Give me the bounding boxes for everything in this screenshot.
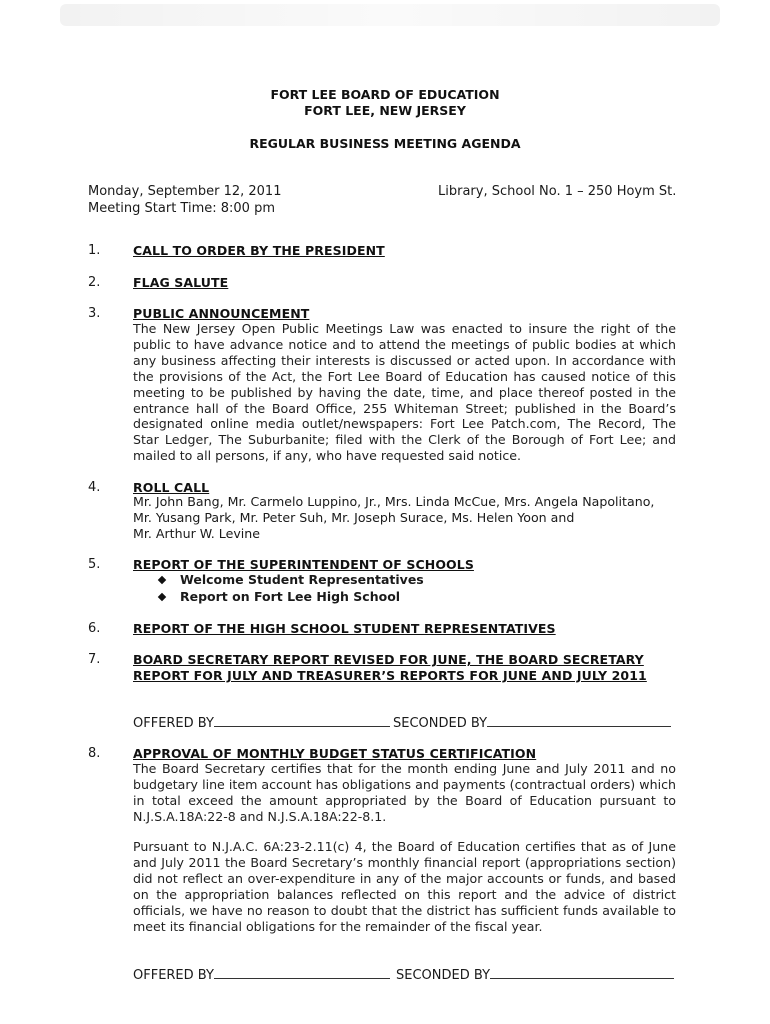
- seconded-by-field-1[interactable]: [393, 714, 671, 731]
- roll-call-line: Mr. Arthur W. Levine: [133, 526, 261, 541]
- item-title-public-announcement: PUBLIC ANNOUNCEMENT: [133, 306, 310, 321]
- offered-by-field-1[interactable]: [133, 714, 390, 731]
- superintendent-bullets: [157, 572, 424, 605]
- offered-by-line[interactable]: [214, 966, 390, 979]
- item-title-roll-call: ROLL CALL: [133, 480, 210, 495]
- meeting-start-time: Meeting Start Time: 8:00 pm: [88, 201, 276, 216]
- offered-by-line[interactable]: [214, 714, 390, 727]
- seconded-by-line[interactable]: [490, 966, 674, 979]
- seconded-by-label: SECONDED BY: [393, 716, 488, 731]
- seconded-by-field-2[interactable]: [396, 966, 674, 983]
- budget-certification-text-1: The Board Secretary certifies that for the month ending June and July 2011 and no budgetary line item account has obligations and payments (contractual orders) which in total exceed the amount appropriated by the Board of Education pursuant to N.J.S.A.18A:22-8 and N.J.S.A.18A:22-8.1.: [133, 761, 676, 824]
- offered-by-label: OFFERED BY: [133, 716, 214, 731]
- item-title-budget-certification: APPROVAL OF MONTHLY BUDGET STATUS CERTIFICATION: [133, 746, 537, 761]
- roll-call-line: Mr. Yusang Park, Mr. Peter Suh, Mr. Joseph Surace, Ms. Helen Yoon and: [133, 510, 575, 525]
- item-number: 5.: [88, 557, 101, 572]
- item-title-board-secretary-report-cont: REPORT FOR JULY AND TREASURER’S REPORTS FOR JUNE AND JULY 2011: [133, 668, 647, 683]
- bullet-item: [157, 572, 424, 589]
- public-announcement-text: The New Jersey Open Public Meetings Law was enacted to insure the right of the public to have advance notice and to attend the meetings of public bodies at which any business affecting their interests is discussed or acted upon. In accordance with the provisions of the Act, the Fort Lee Board of Education has caused notice of this meeting to be published by having the date, time, and place thereof posted in the entrance hall of the Board Office, 255 Whiteman Street; published in the Board’s designated online media outlet/newspapers: Fort Lee Patch.com, The Record, The Star Ledger, The Suburbanite; filed with the Clerk of the Borough of Fort Lee; and mailed to all persons, if any, who have requested said notice.: [133, 321, 676, 464]
- item-title-call-to-order: CALL TO ORDER BY THE PRESIDENT: [133, 243, 385, 258]
- item-number: 7.: [88, 652, 101, 667]
- item-number: 2.: [88, 275, 101, 290]
- offered-by-field-2[interactable]: [133, 966, 390, 983]
- offered-by-label: OFFERED BY: [133, 968, 214, 983]
- diamond-bullet-icon: [158, 576, 166, 584]
- item-title-student-representatives: REPORT OF THE HIGH SCHOOL STUDENT REPRESENTATIVES: [133, 621, 556, 636]
- roll-call-line: Mr. John Bang, Mr. Carmelo Luppino, Jr., Mrs. Linda McCue, Mrs. Angela Napolitano,: [133, 494, 655, 509]
- budget-certification-text-2: Pursuant to N.J.A.C. 6A:23-2.11(c) 4, the Board of Education certifies that as of June and July 2011 the Board Secretary’s monthly financial report (appropriations section) did not reflect an over-expenditure in any of the major accounts or funds, and based on the appropriation balances reflected on this report and the advice of district officials, we have no reason to doubt that the district has sufficient funds available to meet its financial obligations for the remainder of the fiscal year.: [133, 839, 676, 934]
- board-location: FORT LEE, NEW JERSEY: [304, 103, 466, 118]
- item-number: 1.: [88, 243, 101, 258]
- bullet-text: Welcome Student Representatives: [180, 572, 424, 587]
- agenda-title: REGULAR BUSINESS MEETING AGENDA: [249, 136, 521, 151]
- board-title: FORT LEE BOARD OF EDUCATION: [270, 87, 500, 102]
- meeting-location: Library, School No. 1 – 250 Hoym St.: [438, 184, 677, 199]
- bullet-text: Report on Fort Lee High School: [180, 588, 401, 604]
- scan-smudge: [60, 4, 720, 26]
- item-title-superintendent-report: REPORT OF THE SUPERINTENDENT OF SCHOOLS: [133, 557, 474, 572]
- bullet-item: [157, 589, 424, 606]
- item-number: 8.: [88, 746, 101, 761]
- diamond-bullet-icon: [158, 593, 166, 601]
- meeting-date: Monday, September 12, 2011: [88, 184, 282, 199]
- item-number: 3.: [88, 306, 101, 321]
- seconded-by-line[interactable]: [487, 714, 671, 727]
- item-number: 6.: [88, 621, 101, 636]
- item-number: 4.: [88, 480, 101, 495]
- seconded-by-label: SECONDED BY: [396, 968, 491, 983]
- item-title-flag-salute: FLAG SALUTE: [133, 275, 229, 290]
- item-title-board-secretary-report: BOARD SECRETARY REPORT REVISED FOR JUNE, THE BOARD SECRETARY: [133, 652, 644, 667]
